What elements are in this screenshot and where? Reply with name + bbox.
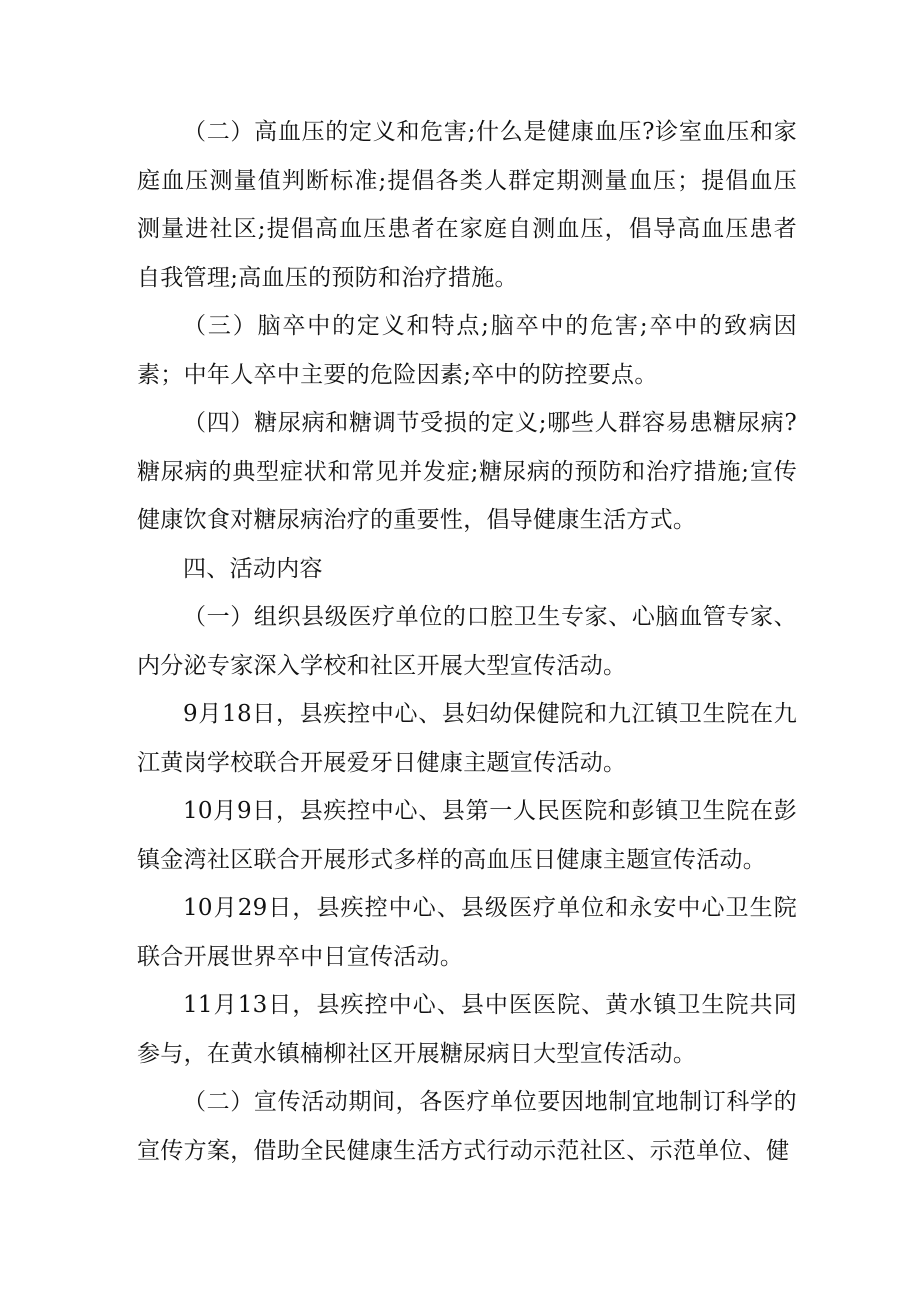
paragraph-diabetes: （四）糖尿病和糖调节受损的定义;哪些人群容易患糖尿病?糖尿病的典型症状和常见并发症;糖尿病的预防和治疗措施;宣传健康饮食对糖尿病治疗的重要性，倡导健康生活方式。 — [137, 410, 797, 533]
paragraph-stroke: （三）脑卒中的定义和特点;脑卒中的危害;卒中的致病因素；中年人卒中主要的危险因素;卒中的防控要点。 — [137, 313, 797, 388]
paragraph-oct-29: 10月29日，县疾控中心、县级医疗单位和永安中心卫生院联合开展世界卒中日宣传活动。 — [137, 895, 797, 970]
paragraph-sept-18: 9月18日，县疾控中心、县妇幼保健院和九江镇卫生院在九江黄岗学校联合开展爱牙日健康主题宣传活动。 — [137, 701, 797, 776]
paragraph-oct-9: 10月9日，县疾控中心、县第一人民医院和彭镇卫生院在彭镇金湾社区联合开展形式多样的高血压日健康主题宣传活动。 — [137, 798, 797, 873]
paragraph-nov-13: 11月13日，县疾控中心、县中医医院、黄水镇卫生院共同参与，在黄水镇楠柳社区开展糖尿病日大型宣传活动。 — [137, 992, 797, 1067]
paragraph-activity-one: （一）组织县级医疗单位的口腔卫生专家、心脑血管专家、内分泌专家深入学校和社区开展大型宣传活动。 — [137, 604, 797, 679]
paragraph-activity-two: （二）宣传活动期间，各医疗单位要因地制宜地制订科学的宣传方案，借助全民健康生活方式行动示范社区、示范单位、健 — [137, 1089, 797, 1164]
paragraph-hypertension: （二）高血压的定义和危害;什么是健康血压?诊室血压和家庭血压测量值判断标准;提倡各类人群定期测量血压；提倡血压测量进社区;提倡高血压患者在家庭自测血压，倡导高血压患者自我管理;高血压的预防和治疗措施。 — [137, 119, 797, 291]
document-body — [137, 108, 797, 1175]
section-heading-activities: 四、活动内容 — [183, 555, 323, 582]
